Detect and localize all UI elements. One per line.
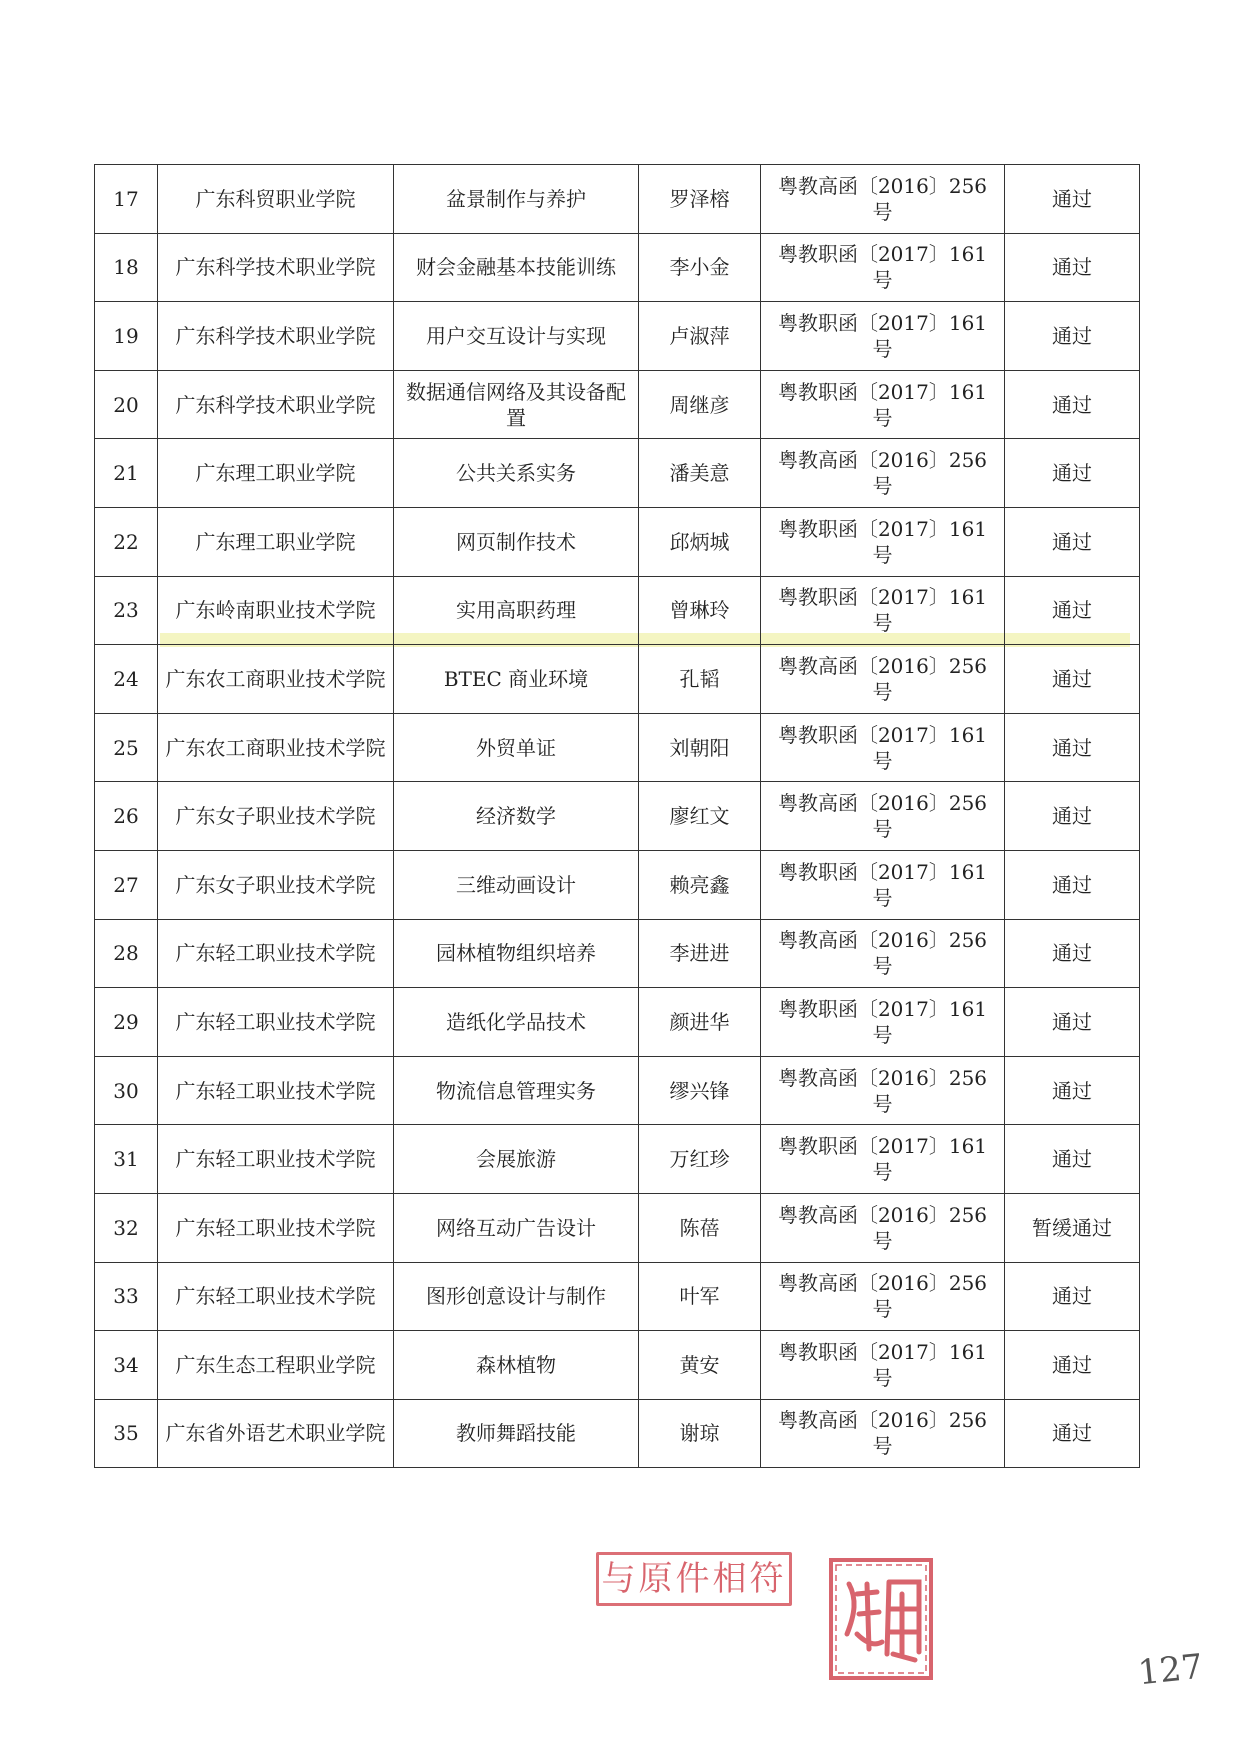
school-cell: 广东生态工程职业学院 (158, 1331, 394, 1400)
document-number-cell: 粤教高函〔2016〕256 号 (761, 165, 1005, 234)
document-number-cell: 粤教高函〔2016〕256 号 (761, 1193, 1005, 1262)
document-number-cell: 粤教职函〔2017〕161 号 (761, 302, 1005, 371)
course-cell: 外贸单证 (394, 713, 639, 782)
course-cell: 公共关系实务 (394, 439, 639, 508)
course-cell: 教师舞蹈技能 (394, 1399, 639, 1468)
school-cell: 广东女子职业技术学院 (158, 782, 394, 851)
result-cell: 通过 (1005, 233, 1140, 302)
course-cell: 财会金融基本技能训练 (394, 233, 639, 302)
row-number-cell: 24 (95, 645, 158, 714)
school-cell: 广东农工商职业技术学院 (158, 713, 394, 782)
course-cell: 数据通信网络及其设备配置 (394, 370, 639, 439)
course-cell: 造纸化学品技术 (394, 988, 639, 1057)
leader-cell: 赖亮鑫 (639, 850, 761, 919)
document-number-cell: 粤教高函〔2016〕256 号 (761, 782, 1005, 851)
result-cell: 通过 (1005, 370, 1140, 439)
leader-cell: 罗泽榕 (639, 165, 761, 234)
row-number-cell: 23 (95, 576, 158, 645)
table-row (95, 302, 1140, 371)
certified-copy-stamp: 与原件相符 (596, 1552, 792, 1606)
row-number-cell: 31 (95, 1125, 158, 1194)
result-cell: 通过 (1005, 1331, 1140, 1400)
leader-cell: 孔韬 (639, 645, 761, 714)
course-cell: 三维动画设计 (394, 850, 639, 919)
table-row (95, 1193, 1140, 1262)
result-cell: 通过 (1005, 302, 1140, 371)
document-number-cell: 粤教高函〔2016〕256 号 (761, 645, 1005, 714)
table-row (95, 645, 1140, 714)
course-cell: 盆景制作与养护 (394, 165, 639, 234)
leader-cell: 万红珍 (639, 1125, 761, 1194)
table-row (95, 1125, 1140, 1194)
row-number-cell: 19 (95, 302, 158, 371)
school-cell: 广东科学技术职业学院 (158, 370, 394, 439)
leader-cell: 邱炳城 (639, 507, 761, 576)
leader-cell: 李小金 (639, 233, 761, 302)
document-number-cell: 粤教职函〔2017〕161 号 (761, 713, 1005, 782)
course-cell: 实用高职药理 (394, 576, 639, 645)
table-row (95, 1056, 1140, 1125)
table-row (95, 919, 1140, 988)
row-number-cell: 18 (95, 233, 158, 302)
leader-cell: 刘朝阳 (639, 713, 761, 782)
row-number-cell: 21 (95, 439, 158, 508)
leader-cell: 曾琳玲 (639, 576, 761, 645)
school-cell: 广东轻工职业技术学院 (158, 1125, 394, 1194)
table-row (95, 233, 1140, 302)
document-number-cell: 粤教职函〔2017〕161 号 (761, 507, 1005, 576)
table-row (95, 370, 1140, 439)
document-number-cell: 粤教高函〔2016〕256 号 (761, 1056, 1005, 1125)
school-cell: 广东科贸职业学院 (158, 165, 394, 234)
result-cell: 通过 (1005, 576, 1140, 645)
result-cell: 通过 (1005, 1125, 1140, 1194)
row-number-cell: 26 (95, 782, 158, 851)
records-table (94, 164, 1140, 1468)
table-row (95, 507, 1140, 576)
school-cell: 广东女子职业技术学院 (158, 850, 394, 919)
school-cell: 广东轻工职业技术学院 (158, 919, 394, 988)
row-number-cell: 27 (95, 850, 158, 919)
course-cell: BTEC 商业环境 (394, 645, 639, 714)
result-cell: 通过 (1005, 850, 1140, 919)
result-cell: 通过 (1005, 1399, 1140, 1468)
table-row (95, 988, 1140, 1057)
row-number-cell: 32 (95, 1193, 158, 1262)
result-cell: 通过 (1005, 507, 1140, 576)
result-cell: 通过 (1005, 1056, 1140, 1125)
document-number-cell: 粤教高函〔2016〕256 号 (761, 439, 1005, 508)
row-number-cell: 35 (95, 1399, 158, 1468)
row-number-cell: 34 (95, 1331, 158, 1400)
leader-cell: 潘美意 (639, 439, 761, 508)
school-cell: 广东理工职业学院 (158, 439, 394, 508)
leader-cell: 周继彦 (639, 370, 761, 439)
school-cell: 广东科学技术职业学院 (158, 233, 394, 302)
course-cell: 网络互动广告设计 (394, 1193, 639, 1262)
table-row (95, 165, 1140, 234)
school-cell: 广东岭南职业技术学院 (158, 576, 394, 645)
row-number-cell: 30 (95, 1056, 158, 1125)
result-cell: 通过 (1005, 782, 1140, 851)
result-cell: 暂缓通过 (1005, 1193, 1140, 1262)
course-cell: 会展旅游 (394, 1125, 639, 1194)
row-number-cell: 28 (95, 919, 158, 988)
course-cell: 园林植物组织培养 (394, 919, 639, 988)
table-row (95, 850, 1140, 919)
school-cell: 广东轻工职业技术学院 (158, 1193, 394, 1262)
leader-cell: 缪兴锋 (639, 1056, 761, 1125)
leader-cell: 颜进华 (639, 988, 761, 1057)
leader-cell: 李进进 (639, 919, 761, 988)
signature-seal (827, 1554, 937, 1684)
document-number-cell: 粤教职函〔2017〕161 号 (761, 850, 1005, 919)
document-number-cell: 粤教职函〔2017〕161 号 (761, 1331, 1005, 1400)
school-cell: 广东省外语艺术职业学院 (158, 1399, 394, 1468)
school-cell: 广东轻工职业技术学院 (158, 988, 394, 1057)
school-cell: 广东轻工职业技术学院 (158, 1056, 394, 1125)
table-row (95, 713, 1140, 782)
document-number-cell: 粤教职函〔2017〕161 号 (761, 233, 1005, 302)
table-row (95, 576, 1140, 645)
result-cell: 通过 (1005, 988, 1140, 1057)
row-number-cell: 20 (95, 370, 158, 439)
course-cell: 物流信息管理实务 (394, 1056, 639, 1125)
row-number-cell: 22 (95, 507, 158, 576)
row-number-cell: 25 (95, 713, 158, 782)
course-cell: 图形创意设计与制作 (394, 1262, 639, 1331)
course-cell: 森林植物 (394, 1331, 639, 1400)
document-number-cell: 粤教高函〔2016〕256 号 (761, 919, 1005, 988)
leader-cell: 谢琼 (639, 1399, 761, 1468)
course-cell: 用户交互设计与实现 (394, 302, 639, 371)
course-cell: 网页制作技术 (394, 507, 639, 576)
table-row (95, 1331, 1140, 1400)
school-cell: 广东轻工职业技术学院 (158, 1262, 394, 1331)
table-row (95, 782, 1140, 851)
leader-cell: 廖红文 (639, 782, 761, 851)
result-cell: 通过 (1005, 439, 1140, 508)
row-number-cell: 33 (95, 1262, 158, 1331)
document-number-cell: 粤教职函〔2017〕161 号 (761, 1125, 1005, 1194)
row-number-cell: 29 (95, 988, 158, 1057)
leader-cell: 陈蓓 (639, 1193, 761, 1262)
document-number-cell: 粤教高函〔2016〕256 号 (761, 1262, 1005, 1331)
document-number-cell: 粤教职函〔2017〕161 号 (761, 576, 1005, 645)
table-row (95, 1262, 1140, 1331)
records-body (95, 165, 1140, 1468)
result-cell: 通过 (1005, 1262, 1140, 1331)
result-cell: 通过 (1005, 645, 1140, 714)
result-cell: 通过 (1005, 165, 1140, 234)
result-cell: 通过 (1005, 713, 1140, 782)
course-cell: 经济数学 (394, 782, 639, 851)
leader-cell: 黄安 (639, 1331, 761, 1400)
table-row (95, 439, 1140, 508)
row-number-cell: 17 (95, 165, 158, 234)
leader-cell: 卢淑萍 (639, 302, 761, 371)
school-cell: 广东农工商职业技术学院 (158, 645, 394, 714)
page-number-mark: 127 (1136, 1646, 1205, 1694)
school-cell: 广东科学技术职业学院 (158, 302, 394, 371)
document-number-cell: 粤教职函〔2017〕161 号 (761, 370, 1005, 439)
document-number-cell: 粤教高函〔2016〕256 号 (761, 1399, 1005, 1468)
table-row (95, 1399, 1140, 1468)
leader-cell: 叶军 (639, 1262, 761, 1331)
school-cell: 广东理工职业学院 (158, 507, 394, 576)
result-cell: 通过 (1005, 919, 1140, 988)
document-number-cell: 粤教职函〔2017〕161 号 (761, 988, 1005, 1057)
